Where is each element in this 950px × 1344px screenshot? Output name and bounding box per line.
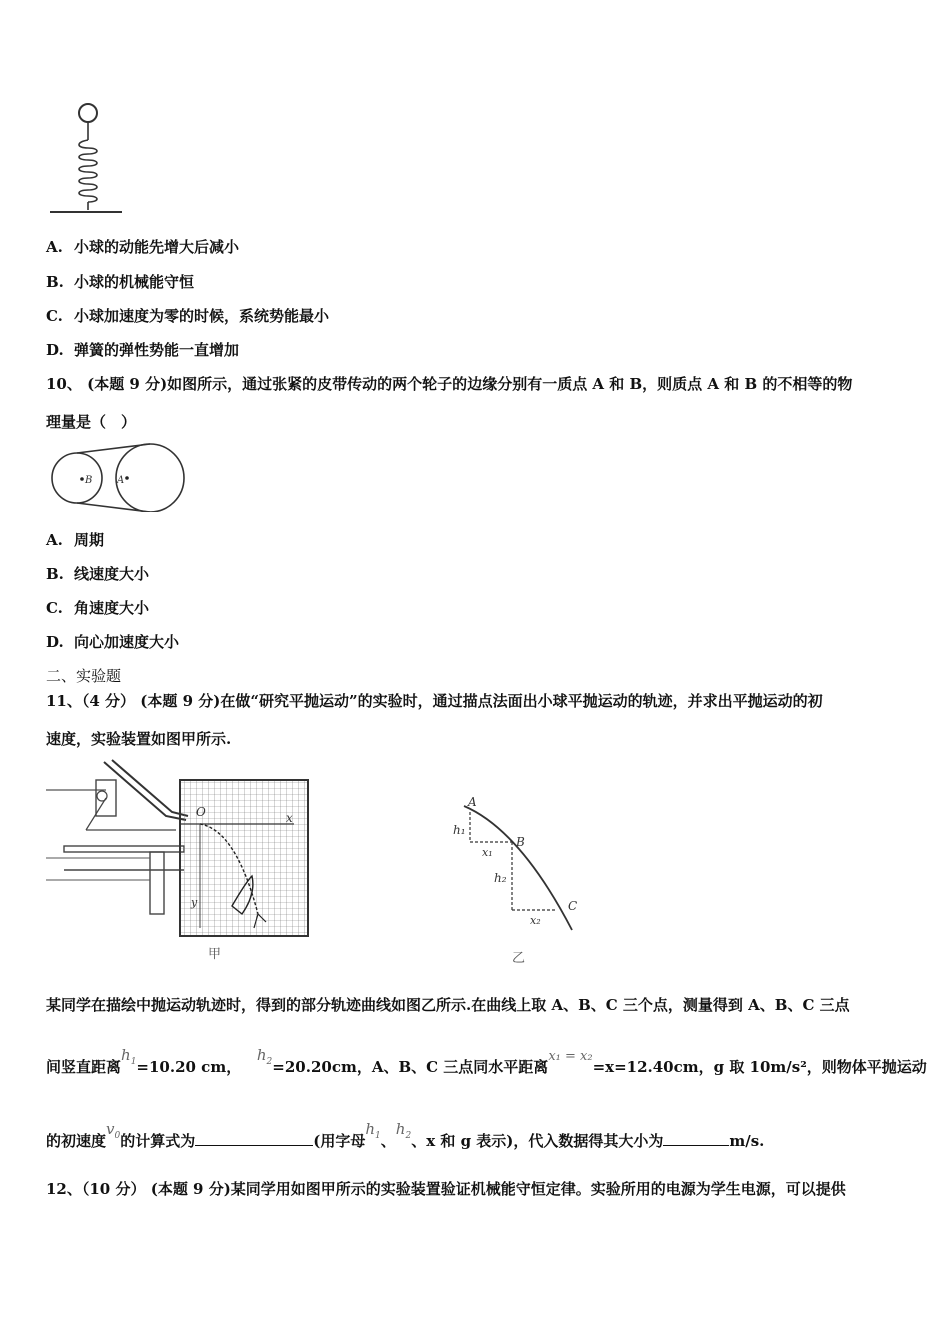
q11-para2: 间竖直距离$h_1=10.20$ cm， $h_2=20.20cm$，A、B、C 三点同水平距离x₁ = x₂=x=12.40cm，g 取 10m/s²，则物体平抛运动 — [46, 1046, 927, 1076]
ball — [79, 104, 97, 122]
figure-yi-trajectory — [450, 790, 600, 970]
q10-stem-line1: 10、 (本题 9 分)如图所示，通过张紧的皮带传动的两个轮子的边缘分别有一质点 A 和 B，则质点 A 和 B 的不相等的物 — [46, 375, 853, 393]
trajectory-curve — [464, 806, 572, 930]
label-C: C — [568, 899, 578, 913]
q11-stem-line2: 速度，实验装置如图甲所示. — [46, 730, 232, 748]
label-h2: h₂ — [494, 871, 507, 885]
answer-blank-value[interactable] — [663, 1131, 729, 1146]
grid-board — [180, 780, 308, 936]
svg-text:x: x — [286, 811, 293, 825]
q10-stem-line2: 理量是（ ） — [46, 413, 137, 431]
var-h2-b: $h_2$ — [395, 1120, 412, 1141]
q11-stem-line1: 11、（4 分） (本题 9 分)在做“研究平抛运动”的实验时，通过描点法面出小球平抛运动的轨迹，并求出平抛运动的初 — [46, 692, 823, 710]
label-B: B — [516, 835, 525, 849]
section-title-experiment: 二、实验题 — [46, 667, 122, 685]
q10-option-a: A. 周期 — [46, 531, 105, 549]
label-x2: x₂ — [530, 914, 541, 927]
small-wheel — [52, 453, 102, 503]
answer-blank-formula[interactable] — [195, 1131, 313, 1146]
q9-option-c: C. 小球加速度为零的时候，系统势能最小 — [46, 307, 330, 325]
figure-jia-apparatus — [46, 758, 314, 972]
label-h1: h₁ — [453, 823, 466, 837]
label-A: A — [468, 795, 477, 809]
caption-jia: 甲 — [208, 947, 222, 962]
svg-text:O: O — [196, 805, 206, 819]
belt-pulley-figure — [44, 442, 190, 512]
var-h1-b: $h_1$ — [365, 1120, 381, 1141]
q11-para3: 的初速度$v_0$的计算式为 (用字母$h_1$、$h_2$、x 和 g 表示)，代入数据得其大小为 m/s. — [46, 1120, 765, 1150]
label-b: B — [85, 475, 93, 486]
q11-para1: 某同学在描绘中抛运动轨迹时，得到的部分轨迹曲线如图乙所示.在曲线上取 A、B、C 三个点，测量得到 A、B、C 三点 — [46, 996, 850, 1014]
point-b — [80, 477, 84, 481]
point-a — [125, 476, 129, 480]
label-a: A — [117, 475, 125, 486]
q9-option-d: D. 弹簧的弹性势能一直增加 — [46, 341, 240, 359]
var-h2: $h_2$ — [256, 1046, 273, 1067]
q10-option-b: B. 线速度大小 — [46, 565, 150, 583]
spring-coil — [79, 140, 97, 202]
caption-yi: 乙 — [512, 951, 526, 966]
spring-figure — [46, 100, 126, 218]
var-h1: $h_1$ — [121, 1046, 137, 1067]
label-x1: x₁ — [482, 846, 493, 859]
q9-option-a: A. 小球的动能先增大后减小 — [46, 238, 240, 256]
belt-bottom — [77, 503, 150, 512]
belt-top — [77, 444, 150, 453]
var-x1-eq-x2: x₁ = x₂ — [548, 1049, 593, 1064]
svg-text:y: y — [191, 896, 198, 909]
q12-stem-line1: 12、（10 分） (本题 9 分)某同学用如图甲所示的实验装置验证机械能守恒定律。实验所用的电源为学生电源，可以提供 — [46, 1180, 846, 1198]
var-v0: $v_0$ — [106, 1120, 121, 1141]
q9-option-b: B. 小球的机械能守恒 — [46, 273, 195, 291]
q10-option-d: D. 向心加速度大小 — [46, 633, 180, 651]
q10-option-c: C. 角速度大小 — [46, 599, 150, 617]
table-top — [64, 846, 184, 852]
